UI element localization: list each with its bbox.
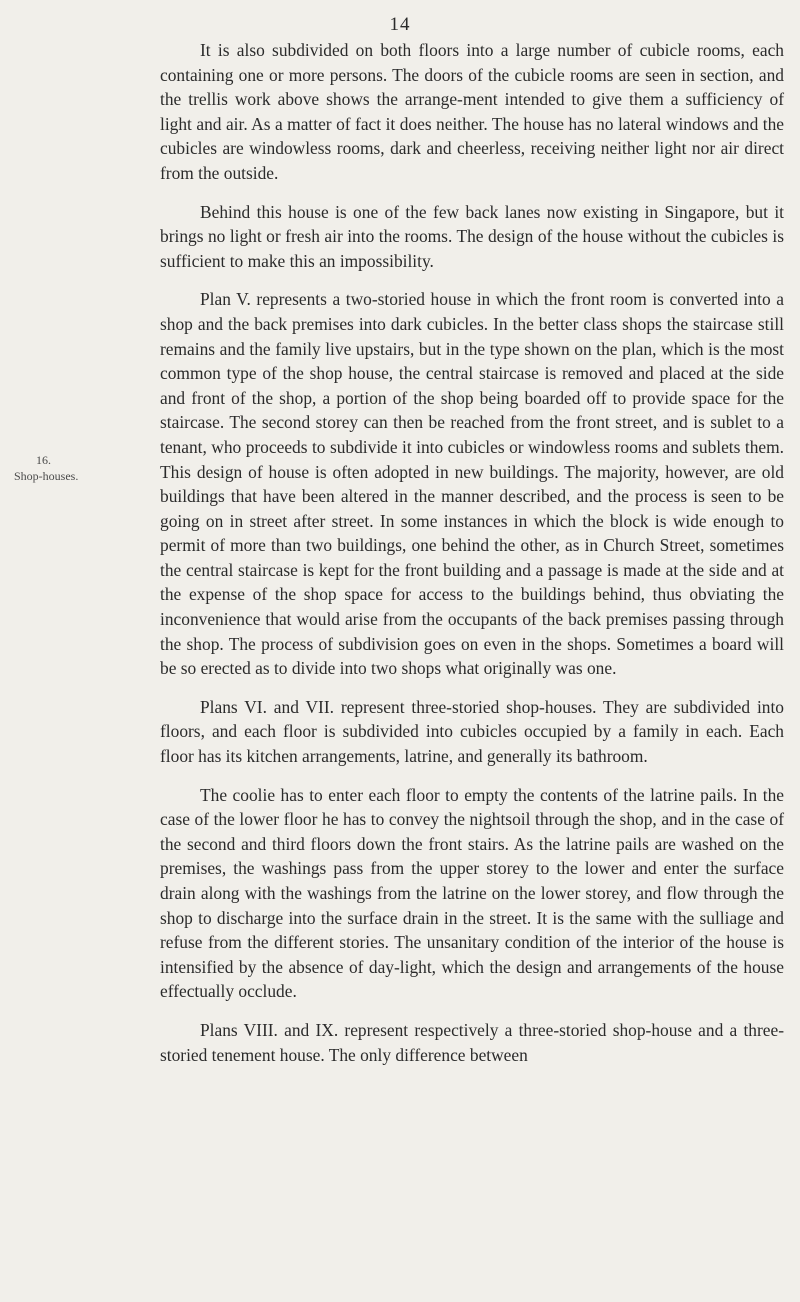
paragraph: Plans VI. and VII. represent three-storied shop-houses. They are subdivided into floors, and each floor is subdivided into cubicles occupied by a family in each. Each floor has its kitchen arrangements, latrine, and generally its bathroom. [160, 696, 784, 767]
paragraph: The coolie has to enter each floor to empty the contents of the latrine pails. In the case of the lower floor he has to convey the nightsoil through the shop, and in the case of the second and third floors down the front stairs. As the latrine pails are washed on the premises, the washings pass from the upper storey to the lower and enter the surface drain along with the washings from the latrine on the lower storey, and flow through the shop to discharge into the surface drain in the street. It is the same with the sulliage and refuse from the different stories. The unsanitary condition of the interior of the house is intensified by the absence of day-light, which the design and arrangements of the house effectually occlude. [160, 784, 784, 1002]
margin-note [14, 452, 78, 484]
margin-note-label: Shop-houses. [14, 469, 79, 483]
margin-note-number: 16. [36, 453, 51, 467]
paragraph: Plan V. represents a two-storied house in which the front room is converted into a shop and the back premises into dark cubicles. In the better class shops the staircase still remains and the family live upstairs, but in the type shown on the plan, which is the most common type of the shop house, the central staircase is removed and placed at the side and front of the shop, a portion of the shop being boarded off to provide space for the staircase. The second storey can then be reached from the front street, and is sublet to a tenant, who proceeds to subdivide it into cubicles or windowless rooms and sublets them. This design of house is often adopted in new buildings. The majority, however, are old buildings that have been altered in the manner described, and the process is seen to be going on in street after street. In some instances in which the block is wide enough to permit of more than two buildings, one behind the other, as in Church Street, sometimes the central staircase is kept for the front building and a passage is made at the side and at the expense of the shop space for access to the buildings behind, thus obviating the inconvenience that would arise from the occupants of the back premises passing through the shop. The process of subdivision goes on even in the shops. Sometimes a board will be so erected as to divide into two shops what originally was one. [160, 289, 784, 679]
body-text [160, 38, 784, 1081]
paragraph: Plans VIII. and IX. represent respectively a three-storied shop-house and a three-storied tenement house. The only difference between [160, 1019, 784, 1065]
paragraph: Behind this house is one of the few back lanes now existing in Singapore, but it brings no light or fresh air into the rooms. The design of the house without the cubicles is sufficient to make this an impossibility. [160, 201, 784, 271]
paragraph: It is also subdivided on both floors into a large number of cubicle rooms, each containing one or more persons. The doors of the cubicle rooms are seen in section, and the trellis work above shows the arrange-ment intended to give them a sufficiency of light and air. As a matter of fact it does neither. The house has no lateral windows and the cubicles are windowless rooms, dark and cheerless, receiving neither light nor air direct from the outside. [160, 40, 784, 183]
page-number: 14 [389, 14, 411, 35]
